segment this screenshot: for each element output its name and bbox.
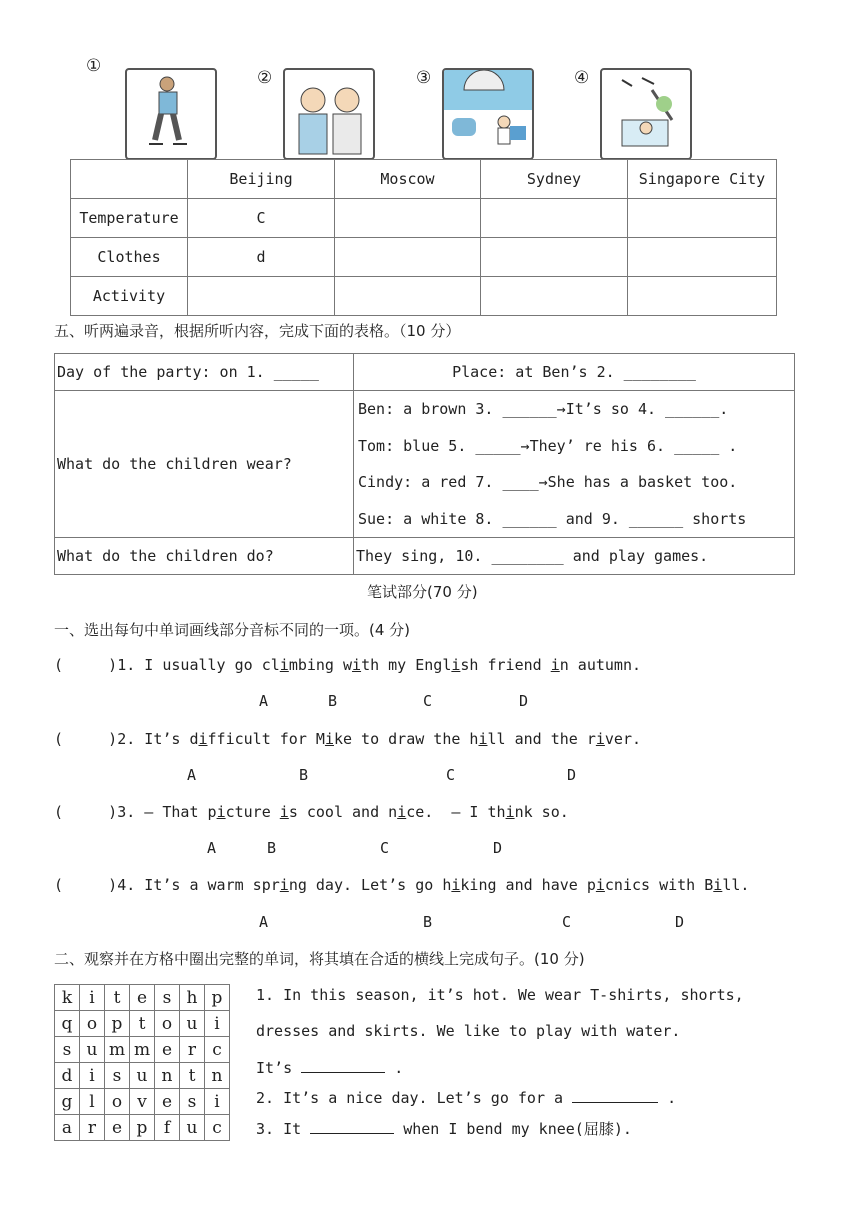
grid-cell[interactable]: p xyxy=(205,985,230,1011)
grid-cell[interactable]: a xyxy=(55,1115,80,1141)
grid-cell[interactable]: t xyxy=(105,985,130,1011)
grid-cell[interactable]: m xyxy=(105,1037,130,1063)
grid-cell[interactable]: h xyxy=(180,985,205,1011)
q2-option-c: C xyxy=(446,766,456,784)
cell-empty xyxy=(335,238,481,277)
grid-cell[interactable]: m xyxy=(130,1037,155,1063)
grid-cell[interactable]: f xyxy=(155,1115,180,1141)
grid-cell[interactable]: e xyxy=(130,985,155,1011)
letter-grid xyxy=(54,984,230,1141)
grid-cell[interactable]: g xyxy=(55,1089,80,1115)
question-4: ( )4. It’s a warm spring day. Let’s go hiking and have picnics with Bill. xyxy=(54,876,750,894)
do-label-cell: What do the children do? xyxy=(55,538,354,575)
grid-cell[interactable]: u xyxy=(130,1063,155,1089)
wear-line-tom: Tom: blue 5. _____→They’ re his 6. _____ . xyxy=(358,436,738,455)
do-value-cell: They sing, 10. ________ and play games. xyxy=(354,538,795,575)
grid-cell[interactable]: i xyxy=(80,1063,105,1089)
cell-empty xyxy=(628,277,777,316)
q2-option-b: B xyxy=(299,766,309,784)
q3-option-d: D xyxy=(493,839,503,857)
grid-cell[interactable]: v xyxy=(130,1089,155,1115)
grid-row xyxy=(55,1037,230,1063)
party-day-cell: Day of the party: on 1. _____ xyxy=(55,354,354,391)
q1-option-c: C xyxy=(423,692,433,710)
answer-blank-3[interactable] xyxy=(310,1119,394,1134)
grid-cell[interactable]: q xyxy=(55,1011,80,1037)
sentence-2: 2. It’s a nice day. Let’s go for a . xyxy=(256,1089,677,1107)
grid-cell[interactable]: s xyxy=(180,1089,205,1115)
sentence-1-line-3: It’s . xyxy=(256,1059,404,1077)
grid-cell[interactable]: r xyxy=(180,1037,205,1063)
cell-beijing-temperature: C xyxy=(188,199,335,238)
cell-empty xyxy=(335,277,481,316)
skating-boy-image xyxy=(125,68,217,160)
grid-cell[interactable]: o xyxy=(105,1089,130,1115)
cell-empty xyxy=(335,199,481,238)
row-label-temperature: Temperature xyxy=(71,199,188,238)
cell-empty xyxy=(481,238,628,277)
picture-number-1: ① xyxy=(86,56,102,76)
grid-cell[interactable]: s xyxy=(155,985,180,1011)
grid-cell[interactable]: t xyxy=(130,1011,155,1037)
sentence-3: 3. It when I bend my knee(屈膝). xyxy=(256,1120,632,1138)
q3-option-a: A xyxy=(207,839,217,857)
two-girls-image xyxy=(283,68,375,160)
answer-blank-1[interactable] xyxy=(301,1058,385,1073)
question-2: ( )2. It’s difficult for Mike to draw the hill and the river. xyxy=(54,730,642,748)
question-1: ( )1. I usually go climbing with my English friend in autumn. xyxy=(54,656,642,674)
grid-cell[interactable]: e xyxy=(155,1089,180,1115)
grid-cell[interactable]: d xyxy=(55,1063,80,1089)
q3-option-c: C xyxy=(380,839,390,857)
wear-label-cell: What do the children wear? xyxy=(55,391,354,538)
cell-beijing-clothes: d xyxy=(188,238,335,277)
wear-line-sue: Sue: a white 8. ______ and 9. ______ shorts xyxy=(358,509,747,528)
grid-cell[interactable]: l xyxy=(80,1089,105,1115)
row-label-clothes: Clothes xyxy=(71,238,188,277)
grid-cell[interactable]: r xyxy=(80,1115,105,1141)
grid-cell[interactable]: c xyxy=(205,1037,230,1063)
grid-cell[interactable]: i xyxy=(205,1089,230,1115)
party-table xyxy=(54,353,795,575)
q4-option-d: D xyxy=(675,913,685,931)
party-place-cell: Place: at Ben’s 2. ________ xyxy=(354,354,795,391)
q2-option-a: A xyxy=(187,766,197,784)
table-header-blank xyxy=(71,160,188,199)
part1-title: 一、选出每句中单词画线部分音标不同的一项。(4 分) xyxy=(54,621,411,639)
q1-option-d: D xyxy=(519,692,529,710)
grid-cell[interactable]: o xyxy=(155,1011,180,1037)
wear-lines-cell xyxy=(354,391,795,538)
cell-empty xyxy=(628,199,777,238)
table-header-singapore: Singapore City xyxy=(628,160,777,199)
q4-option-a: A xyxy=(259,913,269,931)
grid-row xyxy=(55,1115,230,1141)
sentence-1-line-2: dresses and skirts. We like to play with water. xyxy=(256,1022,681,1040)
table-header-moscow: Moscow xyxy=(335,160,481,199)
picture-number-2: ② xyxy=(257,68,273,88)
question-3: ( )3. — That picture is cool and nice. — I think so. xyxy=(54,803,569,821)
grid-cell[interactable]: e xyxy=(155,1037,180,1063)
sentence-1-line-1: 1. In this season, it’s hot. We wear T-shirts, shorts, xyxy=(256,986,744,1004)
grid-cell[interactable]: p xyxy=(105,1011,130,1037)
cell-empty xyxy=(481,199,628,238)
written-part-title: 笔试部分(70 分) xyxy=(367,583,478,601)
grid-cell[interactable]: o xyxy=(80,1011,105,1037)
grid-cell[interactable]: i xyxy=(80,985,105,1011)
grid-cell[interactable]: n xyxy=(155,1063,180,1089)
q1-option-b: B xyxy=(328,692,338,710)
grid-cell[interactable]: k xyxy=(55,985,80,1011)
grid-cell[interactable]: u xyxy=(180,1011,205,1037)
grid-row xyxy=(55,985,230,1011)
q2-option-d: D xyxy=(567,766,577,784)
grid-cell[interactable]: u xyxy=(180,1115,205,1141)
grid-cell[interactable]: e xyxy=(105,1115,130,1141)
grid-row xyxy=(55,1089,230,1115)
table-header-beijing: Beijing xyxy=(188,160,335,199)
grid-cell[interactable]: c xyxy=(205,1115,230,1141)
grid-cell[interactable]: i xyxy=(205,1011,230,1037)
section5-title: 五、听两遍录音，根据所听内容，完成下面的表格。（10 分） xyxy=(54,322,461,340)
answer-blank-2[interactable] xyxy=(572,1088,658,1103)
grid-cell[interactable]: s xyxy=(55,1037,80,1063)
cell-empty xyxy=(481,277,628,316)
grid-row xyxy=(55,1011,230,1037)
q4-option-b: B xyxy=(423,913,433,931)
row-label-activity: Activity xyxy=(71,277,188,316)
grid-row xyxy=(55,1063,230,1089)
beach-kite-image xyxy=(442,68,534,160)
grid-cell[interactable]: t xyxy=(180,1063,205,1089)
cell-empty xyxy=(628,238,777,277)
grid-cell[interactable]: s xyxy=(105,1063,130,1089)
q3-option-b: B xyxy=(267,839,277,857)
grid-cell[interactable]: n xyxy=(205,1063,230,1089)
cell-beijing-activity xyxy=(188,277,335,316)
part2-title: 二、观察并在方格中圈出完整的单词，将其填在合适的横线上完成句子。(10 分) xyxy=(54,950,585,968)
grid-cell[interactable]: u xyxy=(80,1037,105,1063)
q1-option-a: A xyxy=(259,692,269,710)
grid-cell[interactable]: p xyxy=(130,1115,155,1141)
weather-table xyxy=(70,159,777,316)
wear-line-ben: Ben: a brown 3. ______→It’s so 4. ______. xyxy=(358,400,729,418)
table-header-sydney: Sydney xyxy=(481,160,628,199)
wear-line-cindy: Cindy: a red 7. ____→She has a basket too. xyxy=(358,473,738,491)
picnic-image xyxy=(600,68,692,160)
picture-number-3: ③ xyxy=(416,68,432,88)
picture-number-4: ④ xyxy=(574,68,590,88)
q4-option-c: C xyxy=(562,913,572,931)
